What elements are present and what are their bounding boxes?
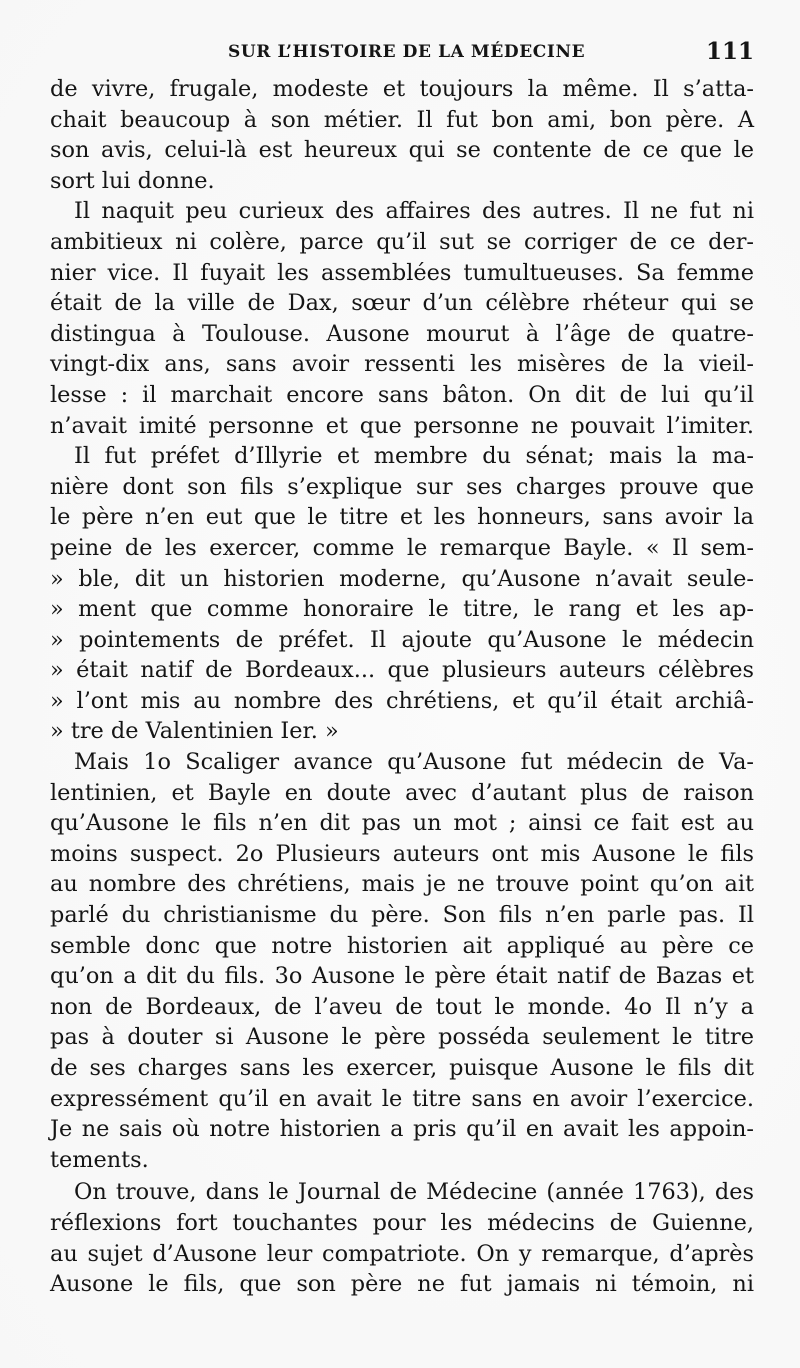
text-line: lentinien, et Bayle en doute avec d’autant plus de raison — [50, 779, 754, 806]
text-line: qu’Ausone le fils n’en dit pas un mot ; ainsi ce fait est au — [50, 810, 754, 837]
text-line: de ses charges sans les exercer, puisque Ausone le fils dit — [50, 1055, 754, 1081]
text-line: au sujet d’Ausone leur compatriote. On y remarque, d’après — [50, 1240, 754, 1267]
text-line: distingua à Toulouse. Ausone mourut à l’âge de quatre- — [50, 320, 754, 347]
text-line: peine de les exercer, comme le remarque Bayle. « Il sem- — [50, 534, 754, 561]
text-line: moins suspect. 2o Plusieurs auteurs ont mis Ausone le fils — [50, 840, 754, 867]
quote-line: » ment que comme honoraire le titre, le rang et les ap- — [50, 596, 754, 623]
text-line: sort lui donne. — [50, 167, 215, 194]
quote-line: » tre de Valentinien Ier. » — [50, 718, 339, 745]
text-line: pas à douter si Ausone le père posséda seulement le titre — [50, 1024, 754, 1051]
page-header — [0, 38, 800, 68]
text-line: qu’on a dit du fils. 3o Ausone le père était natif de Bazas et — [50, 963, 754, 990]
paragraph-start-line: On trouve, dans le Journal de Médecine (année 1763), des — [74, 1179, 754, 1206]
quote-line: » ble, dit un historien moderne, qu’Ausone n’avait seule- — [50, 565, 754, 592]
quote-line: » était natif de Bordeaux... que plusieurs auteurs célèbres — [50, 657, 754, 684]
body-text — [50, 74, 754, 1300]
text-line: semble donc que notre historien ait appliqué au père ce — [50, 932, 754, 959]
text-line: son avis, celui-là est heureux qui se contente de ce que le — [50, 137, 754, 164]
paragraph-start-line: Mais 1o Scaliger avance qu’Ausone fut médecin de Va- — [74, 749, 754, 776]
text-line: expressément qu’il en avait le titre sans en avoir l’exercice. — [50, 1085, 754, 1112]
quote-line: » l’ont mis au nombre des chrétiens, et qu’il était archiâ- — [50, 687, 754, 714]
paragraph-start-line: Il fut préfet d’Illyrie et membre du sénat; mais la ma- — [74, 443, 754, 470]
text-line: était de la ville de Dax, sœur d’un célèbre rhéteur qui se — [50, 290, 754, 317]
text-line: parlé du christianisme du père. Son fils n’en parle pas. Il — [50, 902, 754, 929]
text-line: non de Bordeaux, de l’aveu de tout le monde. 4o Il n’y a — [50, 993, 754, 1020]
text-line: chait beaucoup à son métier. Il fut bon ami, bon père. A — [50, 106, 754, 133]
text-line: le père n’en eut que le titre et les honneurs, sans avoir la — [50, 504, 754, 531]
text-line: lesse : il marchait encore sans bâton. On dit de lui qu’il — [50, 381, 754, 408]
text-line: de vivre, frugale, modeste et toujours la même. Il s’atta- — [50, 76, 754, 102]
text-line: tements. — [50, 1146, 149, 1173]
text-line: vingt-dix ans, sans avoir ressenti les misères de la vieil- — [50, 351, 754, 378]
text-line: n’avait imité personne et que personne ne pouvait l’imiter. — [50, 412, 754, 439]
quote-line: » pointements de préfet. Il ajoute qu’Ausone le médecin — [50, 626, 754, 653]
paragraph-start-line: Il naquit peu curieux des affaires des autres. Il ne fut ni — [74, 198, 754, 225]
text-line: au nombre des chrétiens, mais je ne trouve point qu’on ait — [50, 871, 754, 898]
text-line: ambitieux ni colère, parce qu’il sut se corriger de ce der- — [50, 228, 754, 255]
text-line: Je ne sais où notre historien a pris qu’il en avait les appoin- — [50, 1116, 754, 1143]
text-line: Ausone le fils, que son père ne fut jamais ni témoin, ni — [50, 1271, 754, 1298]
page-number: 111 — [706, 38, 755, 65]
running-head: SUR L’HISTOIRE DE LA MÉDECINE — [228, 42, 586, 62]
text-line: réflexions fort touchantes pour les médecins de Guienne, — [50, 1209, 754, 1236]
text-line: nier vice. Il fuyait les assemblées tumultueuses. Sa femme — [50, 259, 754, 286]
text-line: nière dont son fils s’explique sur ses charges prouve que — [50, 473, 754, 500]
